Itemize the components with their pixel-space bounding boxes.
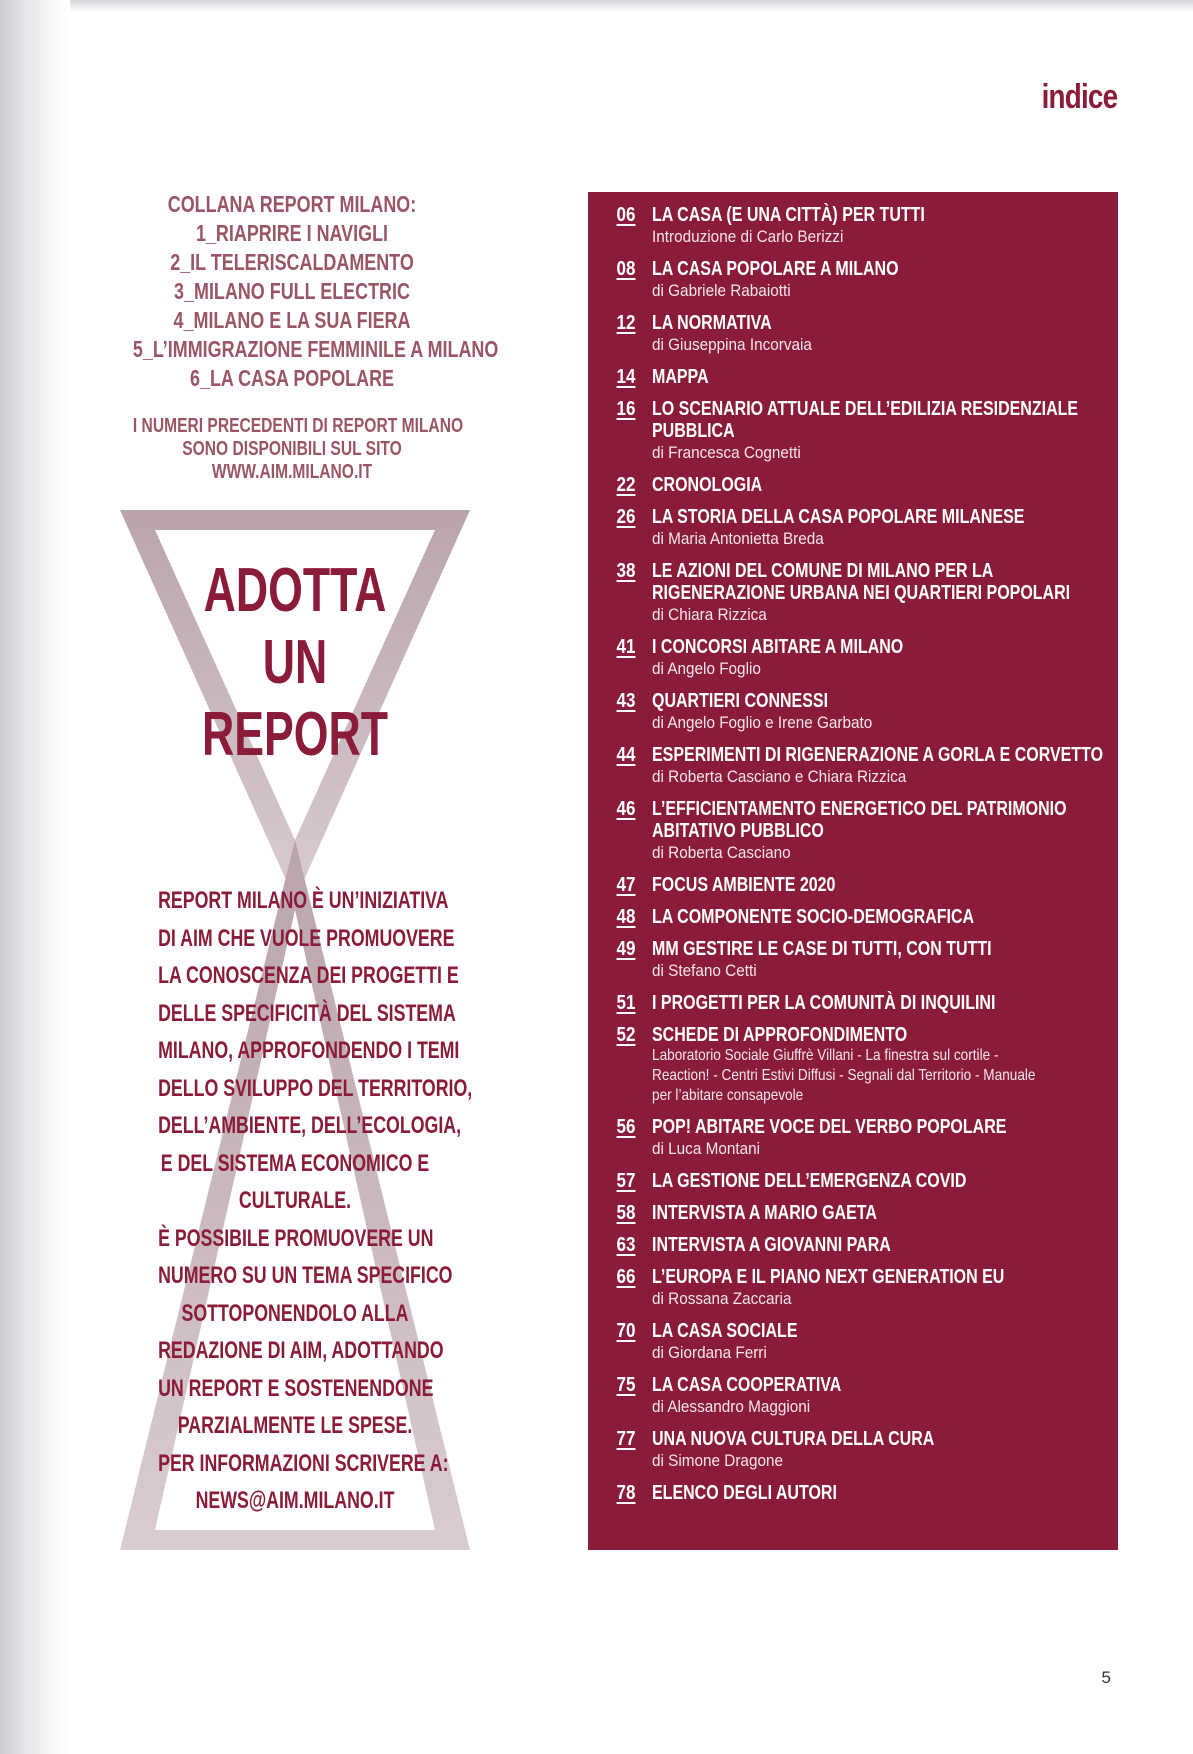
- toc-author: di Rossana Zaccaria: [652, 1289, 792, 1308]
- toc-title: INTERVISTA A GIOVANNI PARA: [652, 1234, 891, 1256]
- toc-title: L’EUROPA E IL PIANO NEXT GENERATION EU: [652, 1266, 1005, 1288]
- toc-title: SCHEDE DI APPROFONDIMENTO: [652, 1024, 908, 1046]
- toc-page-number: 51: [616, 992, 636, 1014]
- page-top-shade: [0, 0, 1193, 12]
- toc-page-number: 26: [616, 506, 636, 528]
- collana-item: 6_LA CASA POPOLARE: [189, 365, 395, 391]
- toc-title: UNA NUOVA CULTURA DELLA CURA: [652, 1428, 935, 1450]
- toc-author: di Gabriele Rabaiotti: [652, 281, 791, 300]
- toc-page-number: 46: [616, 798, 636, 820]
- toc-entry: [588, 1266, 1118, 1310]
- collana-item: 1_RIAPRIRE I NAVIGLI: [195, 220, 389, 246]
- toc-entry: [588, 1116, 1118, 1160]
- toc-title: LA CASA POPOLARE A MILANO: [652, 258, 899, 280]
- initiative-line: DI AIM CHE VUOLE PROMUOVERE: [158, 924, 455, 952]
- collana-block: [88, 190, 499, 484]
- initiative-line: PER INFORMAZIONI SCRIVERE A:: [158, 1449, 449, 1477]
- toc-title: INTERVISTA A MARIO GAETA: [652, 1202, 877, 1224]
- toc-title: LA STORIA DELLA CASA POPOLARE MILANESE: [652, 506, 1025, 528]
- toc-page-number: 63: [616, 1234, 636, 1256]
- toc-page-number: 75: [616, 1374, 636, 1396]
- toc-title: ESPERIMENTI DI RIGENERAZIONE A GORLA E CORVETTO: [652, 744, 1104, 766]
- collana-title: COLLANA REPORT MILANO:: [167, 191, 417, 217]
- toc-entry: [588, 1202, 1118, 1224]
- toc-entry: [588, 938, 1118, 982]
- toc-description: per l’abitare consapevole: [652, 1087, 804, 1104]
- toc-entry: [588, 874, 1118, 896]
- toc-entry: [588, 1428, 1118, 1472]
- initiative-line: NUMERO SU UN TEMA SPECIFICO: [158, 1262, 453, 1289]
- initiative-line: CULTURALE.: [238, 1187, 352, 1214]
- toc-title: ELENCO DEGLI AUTORI: [652, 1482, 837, 1504]
- toc-page-number: 12: [616, 312, 636, 334]
- collana-list: [88, 219, 499, 393]
- initiative-line: REDAZIONE DI AIM, ADOTTANDO: [158, 1337, 444, 1364]
- toc-entry: [588, 1320, 1118, 1364]
- toc-page-number: 49: [616, 938, 636, 960]
- toc-page-number: 47: [616, 874, 636, 896]
- toc-entry: [588, 992, 1118, 1014]
- initiative-line: È POSSIBILE PROMUOVERE UN: [158, 1224, 434, 1252]
- toc-entry: [588, 798, 1118, 864]
- toc-entry: [588, 1024, 1118, 1106]
- collana-item: 3_MILANO FULL ELECTRIC: [174, 278, 410, 304]
- initiative-line: PARZIALMENTE LE SPESE.: [177, 1412, 413, 1439]
- toc-title: L’EFFICIENTAMENTO ENERGETICO DEL PATRIMONIO: [652, 798, 1067, 820]
- toc-title: I PROGETTI PER LA COMUNITÀ DI INQUILINI: [652, 992, 996, 1014]
- toc-page-number: 48: [616, 906, 636, 928]
- toc-title: LA NORMATIVA: [652, 312, 772, 334]
- toc-title: LA COMPONENTE SOCIO-DEMOGRAFICA: [652, 906, 975, 928]
- toc-title: PUBBLICA: [652, 420, 735, 442]
- previous-issues-line: I NUMERI PRECEDENTI DI REPORT MILANO: [132, 415, 464, 437]
- toc-page-number: 38: [616, 560, 636, 582]
- toc-page-number: 52: [616, 1024, 636, 1046]
- toc-page-number: 06: [616, 204, 636, 226]
- toc-entry: [588, 258, 1118, 302]
- toc-title: LO SCENARIO ATTUALE DELL’EDILIZIA RESIDENZIALE: [652, 398, 1079, 420]
- toc-author: di Maria Antonietta Breda: [652, 529, 824, 548]
- toc-author: Introduzione di Carlo Berizzi: [652, 227, 844, 246]
- toc-author: di Roberta Casciano e Chiara Rizzica: [652, 767, 907, 786]
- toc-title: MM GESTIRE LE CASE DI TUTTI, CON TUTTI: [652, 938, 992, 960]
- adotta-line: UN: [262, 628, 328, 697]
- toc-title: I CONCORSI ABITARE A MILANO: [652, 636, 904, 658]
- toc-author: di Stefano Cetti: [652, 961, 757, 980]
- toc-author: di Giordana Ferri: [652, 1343, 767, 1362]
- toc-page-number: 56: [616, 1116, 636, 1138]
- toc-title: LA CASA (E UNA CITTÀ) PER TUTTI: [652, 204, 925, 226]
- initiative-line: REPORT MILANO È UN’INIZIATIVA: [158, 887, 449, 914]
- initiative-line: DELLO SVILUPPO DEL TERRITORIO,: [158, 1074, 473, 1102]
- index-title: indice: [1041, 78, 1117, 116]
- toc-author: di Chiara Rizzica: [652, 605, 767, 624]
- toc-entry: [588, 204, 1118, 248]
- collana-item: 5_L’IMMIGRAZIONE FEMMINILE A MILANO: [132, 336, 499, 362]
- adotta-line: ADOTTA: [203, 556, 387, 625]
- toc-page-number: 16: [616, 398, 636, 420]
- toc-author: di Giuseppina Incorvaia: [652, 335, 812, 354]
- collana-item: 2_IL TELERISCALDAMENTO: [170, 249, 414, 275]
- toc-entry: [588, 906, 1118, 928]
- toc-page-number: 14: [616, 366, 636, 388]
- toc-author: di Luca Montani: [652, 1139, 761, 1158]
- initiative-line: UN REPORT E SOSTENENDONE: [158, 1374, 434, 1402]
- toc-entry: [588, 744, 1118, 788]
- collana-item: 4_MILANO E LA SUA FIERA: [173, 307, 411, 333]
- toc-author: di Roberta Casciano: [652, 843, 791, 862]
- toc-page-number: 78: [616, 1482, 636, 1504]
- toc-page-number: 70: [616, 1320, 636, 1342]
- toc-entry: [588, 366, 1118, 388]
- toc-author: di Alessandro Maggioni: [652, 1397, 811, 1416]
- toc-author: di Francesca Cognetti: [652, 443, 801, 462]
- toc-page-number: 41: [616, 636, 636, 658]
- toc-entry: [588, 506, 1118, 550]
- toc-title: LA CASA COOPERATIVA: [652, 1374, 842, 1396]
- toc-page-number: 22: [616, 474, 636, 496]
- toc-entry: [588, 560, 1118, 626]
- toc-author: di Angelo Foglio: [652, 659, 761, 678]
- toc-title: LE AZIONI DEL COMUNE DI MILANO PER LA: [652, 560, 994, 582]
- toc-author: di Angelo Foglio e Irene Garbato: [652, 713, 873, 732]
- initiative-line: NEWS@AIM.MILANO.IT: [195, 1487, 395, 1514]
- initiative-line: E DEL SISTEMA ECONOMICO E: [160, 1149, 430, 1177]
- toc-title: MAPPA: [652, 366, 709, 388]
- toc-page-number: 08: [616, 258, 636, 280]
- toc-author: di Simone Dragone: [652, 1451, 783, 1470]
- adotta-line: REPORT: [201, 700, 389, 769]
- toc-title: POP! ABITARE VOCE DEL VERBO POPOLARE: [652, 1116, 1007, 1138]
- toc-entry: [588, 312, 1118, 356]
- previous-issues-line: WWW.AIM.MILANO.IT: [211, 461, 373, 483]
- toc-entry: [588, 474, 1118, 496]
- table-of-contents: [588, 192, 1118, 1550]
- toc-description: Laboratorio Sociale Giuffrè Villani - La finestra sul cortile -: [652, 1047, 999, 1064]
- toc-title: LA CASA SOCIALE: [652, 1320, 798, 1342]
- toc-title: ABITATIVO PUBBLICO: [652, 820, 824, 842]
- initiative-text: [110, 882, 480, 1520]
- toc-page-number: 44: [616, 744, 636, 766]
- toc-entry: [588, 398, 1118, 464]
- adotta-un-report: [115, 555, 475, 771]
- toc-title: FOCUS AMBIENTE 2020: [652, 874, 836, 896]
- previous-issues-note: [88, 415, 496, 484]
- initiative-line: MILANO, APPROFONDENDO I TEMI: [158, 1037, 460, 1064]
- toc-page-number: 77: [616, 1428, 636, 1450]
- initiative-line: DELLE SPECIFICITÀ DEL SISTEMA: [158, 999, 456, 1027]
- toc-title: LA GESTIONE DELL’EMERGENZA COVID: [652, 1170, 967, 1192]
- toc-entry: [588, 636, 1118, 680]
- toc-entry: [588, 1170, 1118, 1192]
- toc-entry: [588, 1482, 1118, 1504]
- toc-entry: [588, 1374, 1118, 1418]
- toc-title: CRONOLOGIA: [652, 474, 763, 496]
- toc-title: RIGENERAZIONE URBANA NEI QUARTIERI POPOLARI: [652, 582, 1071, 604]
- initiative-line: DELL’AMBIENTE, DELL’ECOLOGIA,: [158, 1112, 462, 1139]
- initiative-line: LA CONOSCENZA DEI PROGETTI E: [158, 962, 459, 989]
- initiative-line: SOTTOPONENDOLO ALLA: [181, 1299, 409, 1327]
- toc-page-number: 43: [616, 690, 636, 712]
- toc-page-number: 66: [616, 1266, 636, 1288]
- previous-issues-line: SONO DISPONIBILI SUL SITO: [182, 438, 402, 460]
- toc-page-number: 58: [616, 1202, 636, 1224]
- page-number: 5: [1101, 1668, 1111, 1687]
- toc-entry: [588, 1234, 1118, 1256]
- toc-title: QUARTIERI CONNESSI: [652, 690, 829, 712]
- toc-page-number: 57: [616, 1170, 636, 1192]
- page-edge-shade: [0, 0, 70, 1754]
- toc-description: Reaction! - Centri Estivi Diffusi - Segnali dal Territorio - Manuale: [652, 1067, 1036, 1084]
- toc-entry: [588, 690, 1118, 734]
